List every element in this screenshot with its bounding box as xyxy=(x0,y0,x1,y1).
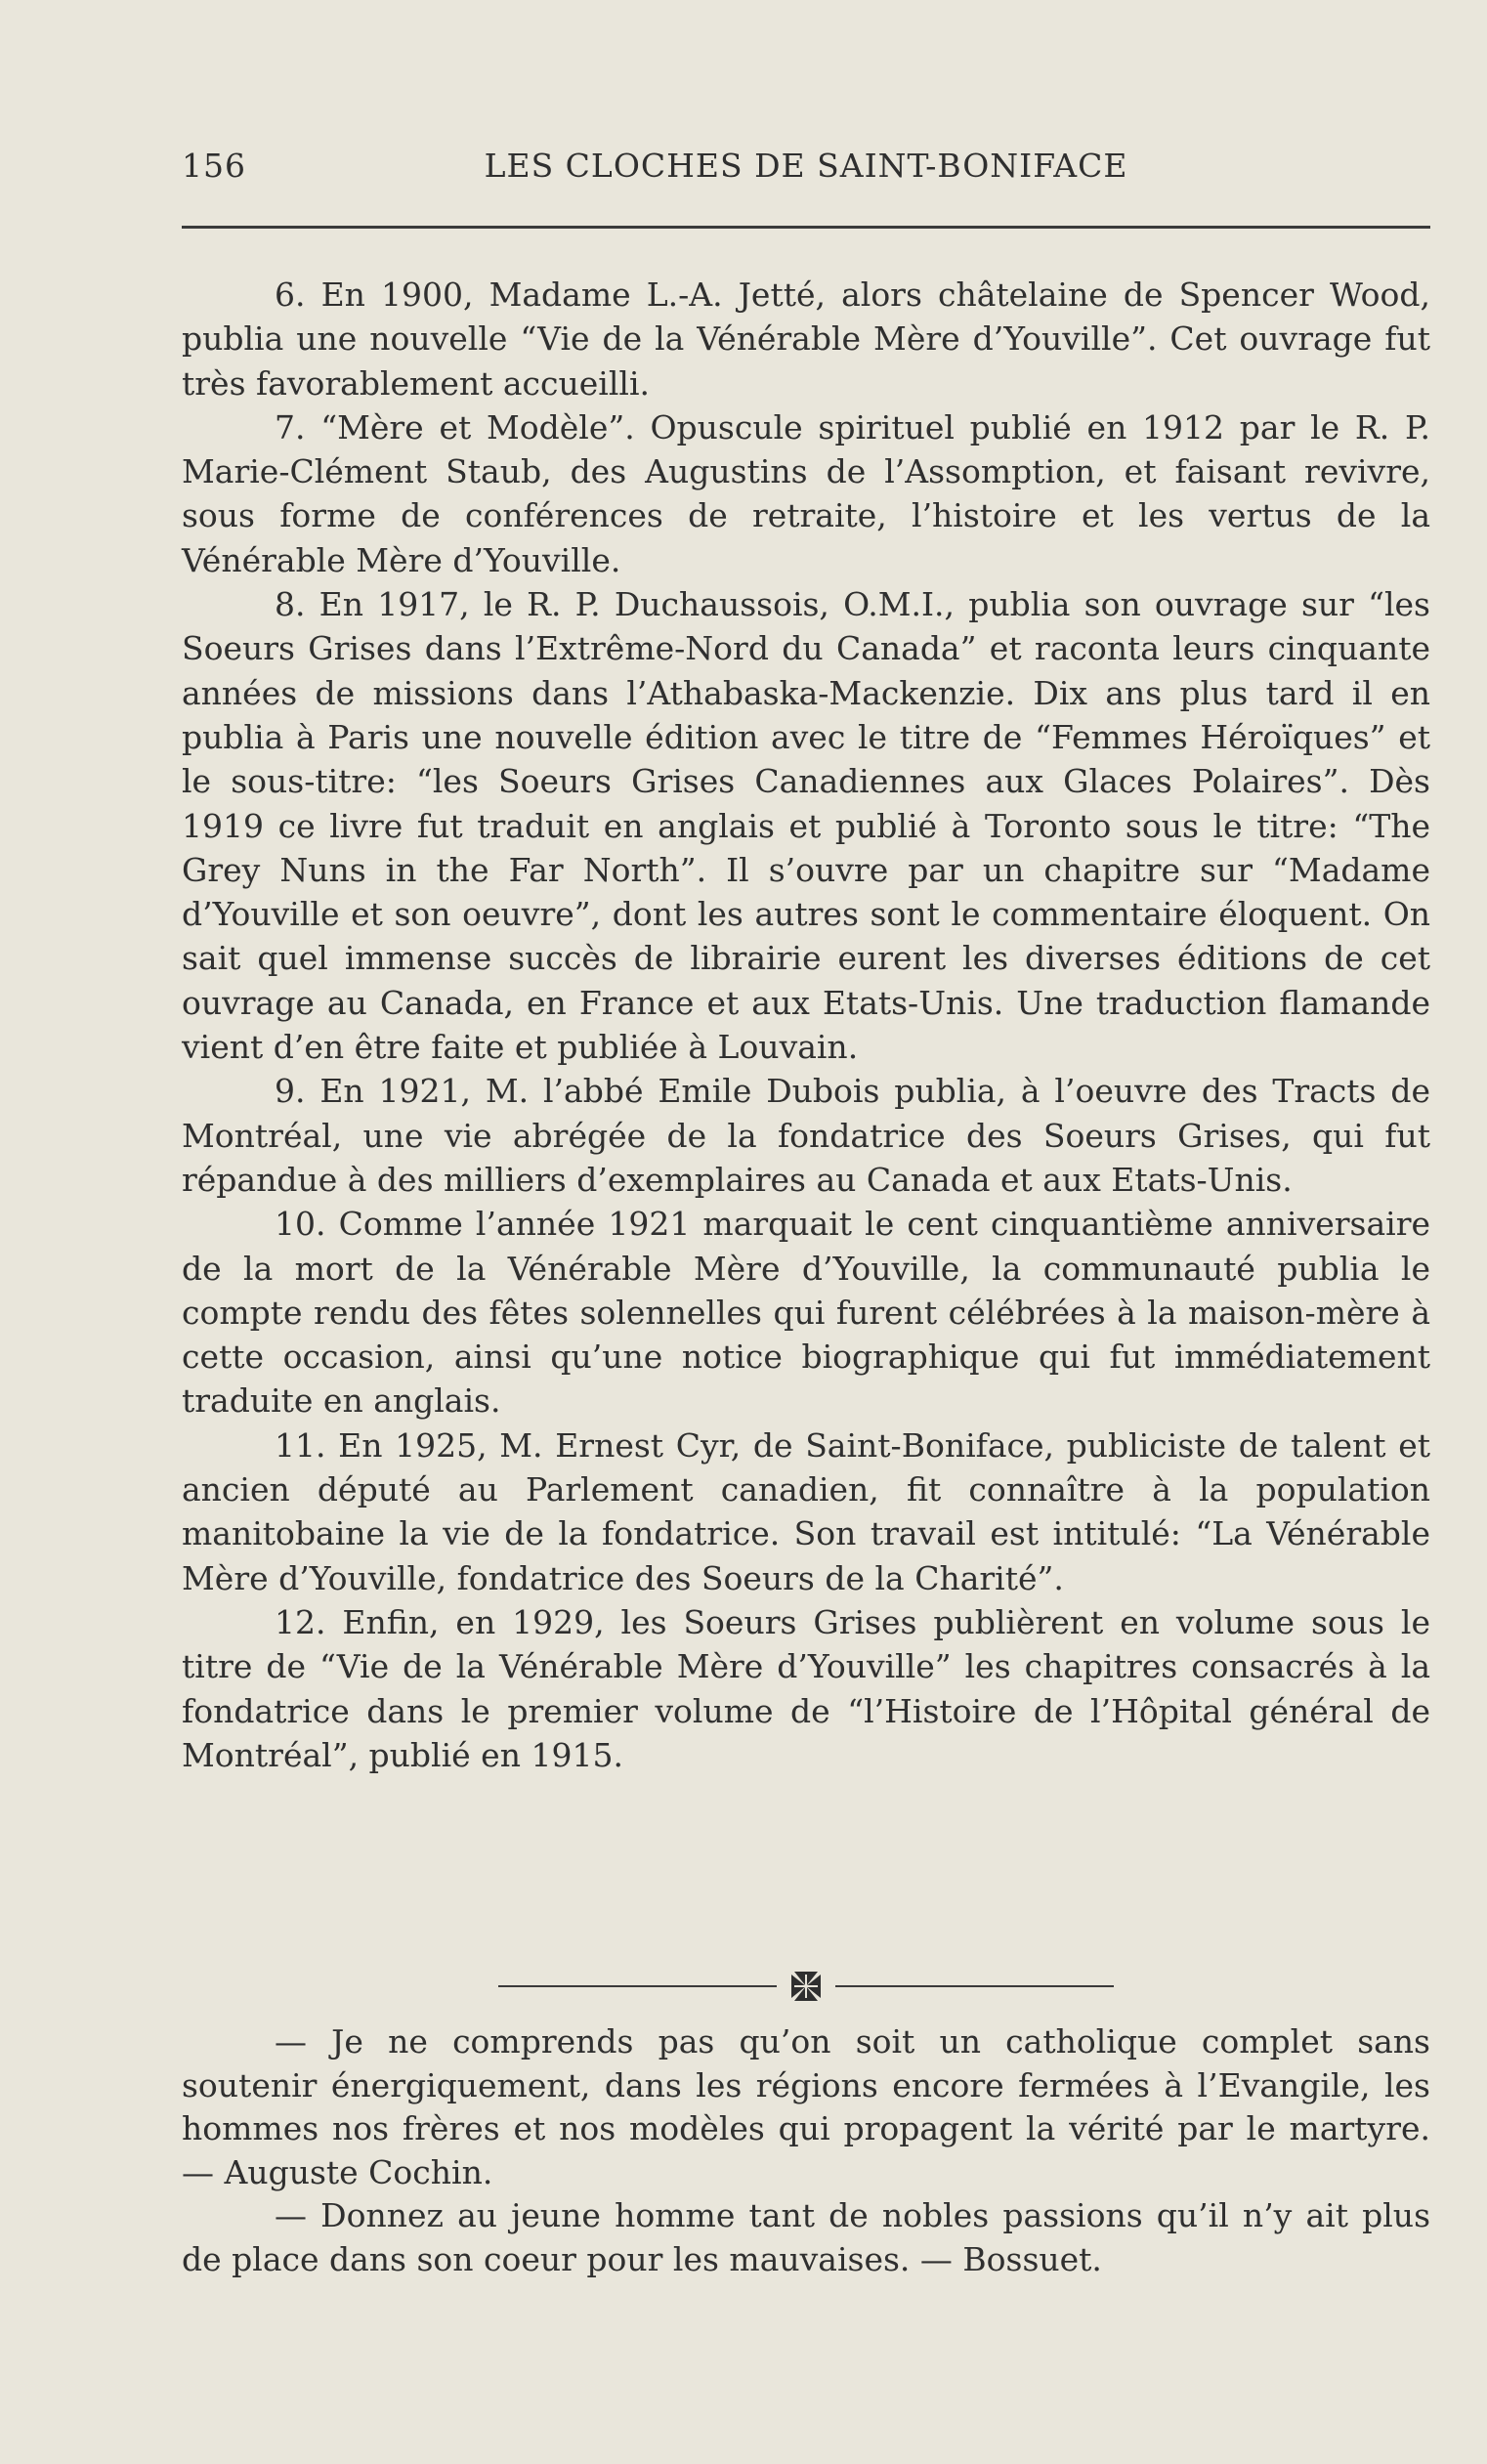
separator-rule-right xyxy=(835,1985,1114,1987)
header-rule xyxy=(182,226,1430,229)
page-number: 156 xyxy=(182,147,246,185)
paragraph-11: 11. En 1925, M. Ernest Cyr, de Saint-Boniface, publiciste de talent et ancien député au Parlement canadien, fit connaître à la population manitobaine la vie de la fondatrice. Son travail est intitulé: “La Vénérable Mère d’Youville, fondatrice des Soeurs de la Charité”. xyxy=(182,1425,1430,1597)
paragraph-10: 10. Comme l’année 1921 marquait le cent cinquantième anniversaire de la mort de la Vénérable Mère d’Youville, la communauté publia le compte rendu des fêtes solennelles qui furent célébrées à la maison-mère à cette occasion, ainsi qu’une notice biographique qui fut immédiatement traduite en anglais. xyxy=(182,1205,1430,1421)
paragraph-12: 12. Enfin, en 1929, les Soeurs Grises publièrent en volume sous le titre de “Vie de la Vénérable Mère d’Youville” les chapitres consacrés à la fondatrice dans le premier volume de “l’Histoire de l’Hôpital général de Montréal”, publié en 1915. xyxy=(182,1602,1430,1774)
separator-rule-left xyxy=(498,1985,777,1987)
paragraph-8: 8. En 1917, le R. P. Duchaussois, O.M.I., publia son ouvrage sur “les Soeurs Grises dans l’Extrême-Nord du Canada” et raconta leurs cinquante années de missions dans l’Athabaska-Mackenzie. Dix ans plus tard il en publia à Paris une nouvelle édition avec le titre de “Femmes Héroïques” et le sous-titre: “les Soeurs Grises Canadiennes aux Glaces Polaires”. Dès 1919 ce livre fut traduit en anglais et publié à Toronto sous le titre: “The Grey Nuns in the Far North”. Il s’ouvre par un chapitre sur “Madame d’Youville et son oeuvre”, dont les autres sont le commentaire éloquent. On sait quel immense succès de librairie eurent les diverses éditions de cet ouvrage au Canada, en France et aux Etats-Unis. Une traduction flamande vient d’en être faite et publiée à Louvain. xyxy=(182,585,1430,1067)
page-header xyxy=(182,147,1430,193)
paragraph-7: 7. “Mère et Modèle”. Opuscule spirituel publié en 1912 par le R. P. Marie-Clément Staub, des Augustins de l’Assomption, et faisant revivre, sous forme de conférences de retraite, l’histoire et les vertus de la Vénérable Mère d’Youville. xyxy=(182,407,1430,579)
section-separator xyxy=(498,1965,1114,2008)
paragraph-9: 9. En 1921, M. l’abbé Emile Dubois publia, à l’oeuvre des Tracts de Montréal, une vie abrégée de la fondatrice des Soeurs Grises, qui fut répandue à des milliers d’exemplaires au Canada et aux Etats-Unis. xyxy=(182,1072,1430,1199)
cross-pattee-icon xyxy=(789,1970,823,2003)
quote-bossuet: — Donnez au jeune homme tant de nobles passions qu’il n’y ait plus de place dans son coeur pour les mauvaises. — Bossuet. xyxy=(182,2196,1430,2278)
quote-cochin: — Je ne comprends pas qu’on soit un catholique complet sans soutenir énergiquement, dans les régions encore fermées à l’Evangile, les hommes nos frères et nos modèles qui propagent la vérité par le martyre. — Auguste Cochin. xyxy=(182,2022,1430,2191)
running-title: LES CLOCHES DE SAINT-BONIFACE xyxy=(484,147,1128,185)
body-text xyxy=(182,273,1430,1777)
paragraph-6: 6. En 1900, Madame L.-A. Jetté, alors châtelaine de Spencer Wood, publia une nouvelle “Vie de la Vénérable Mère d’Youville”. Cet ouvrage fut très favorablement accueilli. xyxy=(182,276,1430,403)
quotes-section xyxy=(182,2020,1430,2281)
